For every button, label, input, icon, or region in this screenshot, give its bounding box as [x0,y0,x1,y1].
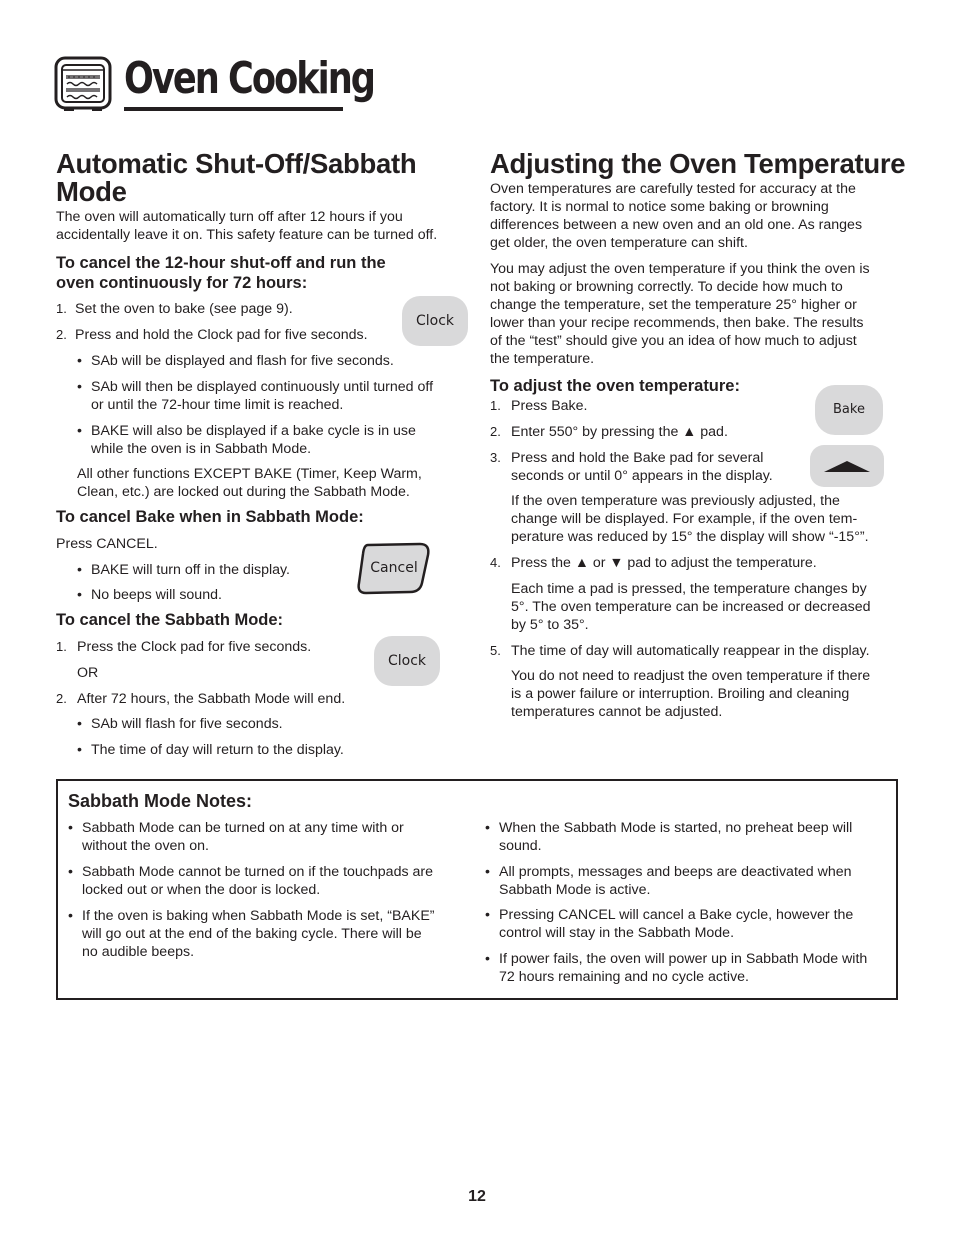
intro-paragraph [56,208,466,244]
locked-functions-note [77,465,467,501]
page-title: Oven Cooking [124,53,374,104]
press-cancel-text: Press CANCEL. [56,536,158,552]
step-number: 2. [490,424,501,439]
adjust-paragraph [490,260,900,368]
bullet-text: Sabbath Mode can be turned on at any time with or [82,820,404,836]
bullet-item [485,863,895,899]
bullet-text: BAKE will turn off in the display. [91,562,290,578]
step-text: seconds or until 0° appears in the display. [511,468,773,484]
bullet-text: without the oven on. [82,838,209,854]
bullet-text: SAb will flash for five seconds. [91,716,283,732]
or-text: OR [77,665,99,681]
cancel-pad[interactable] [356,541,432,595]
up-arrow-pad[interactable] [810,445,884,487]
bullet: • [68,908,73,924]
step-text: Enter 550° by pressing the ▲ pad. [511,424,728,440]
pad-label: Cancel [370,560,418,576]
bullet: • [77,423,82,439]
bullet: • [68,864,73,880]
step-text: The time of day will automatically reappear in the display. [511,643,870,659]
text-line: get older, the oven temperature can shift. [490,235,748,251]
text-line: If the oven temperature was previously adjusted, the [511,493,840,509]
list-item [490,449,800,485]
bullet-text: No beeps will sound. [91,587,222,603]
step-text: Press the Clock pad for five seconds. [77,639,312,655]
bullet-item [77,715,397,733]
bullet: • [68,820,73,836]
bullet-item [77,422,467,458]
bullet: • [485,864,490,880]
text-line: Clean, etc.) are locked out during the Sabbath Mode. [77,484,410,500]
subheading-cancel-bake: To cancel Bake when in Sabbath Mode: [56,508,364,526]
pad-label: Clock [415,313,455,329]
step-note [511,492,901,546]
bullet-item [68,863,468,899]
text-line: temperatures cannot be adjusted. [511,704,723,720]
pad-label: Bake [833,402,865,417]
list-item [56,300,396,318]
bullet: • [485,820,490,836]
bullet-item [485,819,895,855]
heading-line: Automatic Shut-Off/Sabbath [56,148,417,179]
bullet: • [485,907,490,923]
heading-line: To cancel the 12-hour shut-off and run the [56,254,386,272]
step-number: 1. [490,398,501,413]
list-item [56,638,376,656]
text-line: factory. It is normal to notice some baking or browning [490,199,829,215]
notes-heading: Sabbath Mode Notes: [68,791,253,811]
bullet-item [485,950,895,986]
step-text: Press Bake. [511,398,588,414]
title-underline [124,107,343,111]
bullet-text: If the oven is baking when Sabbath Mode is set, “BAKE” [82,908,435,924]
bullet-text: 72 hours remaining and no cycle active. [499,969,749,985]
step-text: After 72 hours, the Sabbath Mode will end. [77,691,346,707]
bullet-item [77,561,337,579]
step-note [511,667,901,721]
bullet-text: SAb will be displayed and flash for five seconds. [91,353,394,369]
bullet-text: will go out at the end of the baking cycle. There will be [82,926,422,942]
bullet-text: Sabbath Mode is active. [499,882,651,898]
bake-pad[interactable] [815,385,883,435]
text-line: accidentally leave it on. This safety feature can be turned off. [56,227,438,243]
step-text: Press and hold the Clock pad for five seconds. [75,327,368,343]
step-number: 1. [56,639,67,654]
text-line: the temperature. [490,351,595,367]
text-line: Oven temperatures are carefully tested for accuracy at the [490,181,856,197]
list-item [490,423,800,441]
subheading-adjust-temp: To adjust the oven temperature: [490,377,740,395]
step-number: 4. [490,555,501,570]
bullet-text: The time of day will return to the display. [91,742,344,758]
text-line: All other functions EXCEPT BAKE (Timer, Keep Warm, [77,466,422,482]
text-line: lower than your recipe recommends, then bake. The results [490,315,864,331]
bullet: • [77,716,82,732]
clock-pad-2[interactable] [374,636,440,686]
step-text: Press and hold the Bake pad for several [511,450,764,466]
text-line: You may adjust the oven temperature if you think the oven is [490,261,870,277]
bullet-item [68,819,468,855]
text-line: change the temperature, set the temperature 25° higher or [490,297,857,313]
bullet: • [77,742,82,758]
bullet-text: no audible beeps. [82,944,195,960]
step-number: 1. [56,301,67,316]
text-line: differences between a new oven and an old one. As ranges [490,217,863,233]
list-item [490,397,800,415]
text-line: Each time a pad is pressed, the temperature changes by [511,581,867,597]
text-line: change will be displayed. For example, if the oven tem- [511,511,858,527]
bullet-text: BAKE will also be displayed if a bake cycle is in use [91,423,416,439]
up-arrow-icon [822,458,872,474]
bullet: • [77,379,82,395]
bullet-text: If power fails, the oven will power up in Sabbath Mode with [499,951,868,967]
step-note [511,580,901,634]
heading-line: oven continuously for 72 hours: [56,274,308,292]
bullet-text: All prompts, messages and beeps are deactivated when [499,864,852,880]
text-line: You do not need to readjust the oven temperature if there [511,668,871,684]
list-item [490,554,900,572]
pad-label: Clock [387,653,427,669]
bullet-item [77,586,337,604]
section-heading-temperature: Adjusting the Oven Temperature [490,148,906,179]
bullet-text: Sabbath Mode cannot be turned on if the touchpads are [82,864,434,880]
text-line: The oven will automatically turn off after 12 hours if you [56,209,403,225]
text-line: 5°. The oven temperature can be increased or decreased [511,599,871,615]
step-number: 3. [490,450,501,465]
bullet-text: locked out or when the door is locked. [82,882,321,898]
bullet-text: When the Sabbath Mode is started, no preheat beep will [499,820,853,836]
text-line: not baking or browning correctly. To decide how much to [490,279,843,295]
bullet-text: or until the 72-hour time limit is reached. [91,397,344,413]
bullet: • [77,562,82,578]
step-text: Press the ▲ or ▼ pad to adjust the temperature. [511,555,817,571]
bullet-item [77,378,467,414]
page-number: 12 [468,1188,486,1205]
clock-pad[interactable] [402,296,468,346]
bullet-item [77,741,397,759]
text-line: of the “test” should give you an idea of how much to adjust [490,333,857,349]
list-item [56,326,396,344]
bullet-item [485,906,895,942]
text-line: perature was reduced by 15° the display will show “-15°”. [511,529,869,545]
bullet-text: sound. [499,838,542,854]
step-number: 2. [56,327,67,342]
subheading-cancel-shutoff [56,253,386,293]
bullet-item [68,907,468,961]
step-number: 5. [490,643,501,658]
bullet-text: while the oven is in Sabbath Mode. [91,441,312,457]
bullet: • [77,587,82,603]
step-text: Set the oven to bake (see page 9). [75,301,293,317]
bullet-text: SAb will then be displayed continuously until turned off [91,379,434,395]
heading-line: Mode [56,176,127,207]
oven-icon [54,56,112,112]
bullet: • [77,353,82,369]
text-line: is a power failure or interruption. Broiling and cleaning [511,686,850,702]
step-number: 2. [56,691,67,706]
list-item [490,642,900,660]
bullet-text: control will stay in the Sabbath Mode. [499,925,735,941]
list-item [56,690,396,708]
section-heading-sabbath [56,150,416,206]
bullet-text: Pressing CANCEL will cancel a Bake cycle, however the [499,907,854,923]
text-line: by 5° to 35°. [511,617,589,633]
bullet: • [485,951,490,967]
intro-paragraph [490,180,900,252]
bullet-item [77,352,467,370]
subheading-cancel-sabbath: To cancel the Sabbath Mode: [56,611,284,629]
